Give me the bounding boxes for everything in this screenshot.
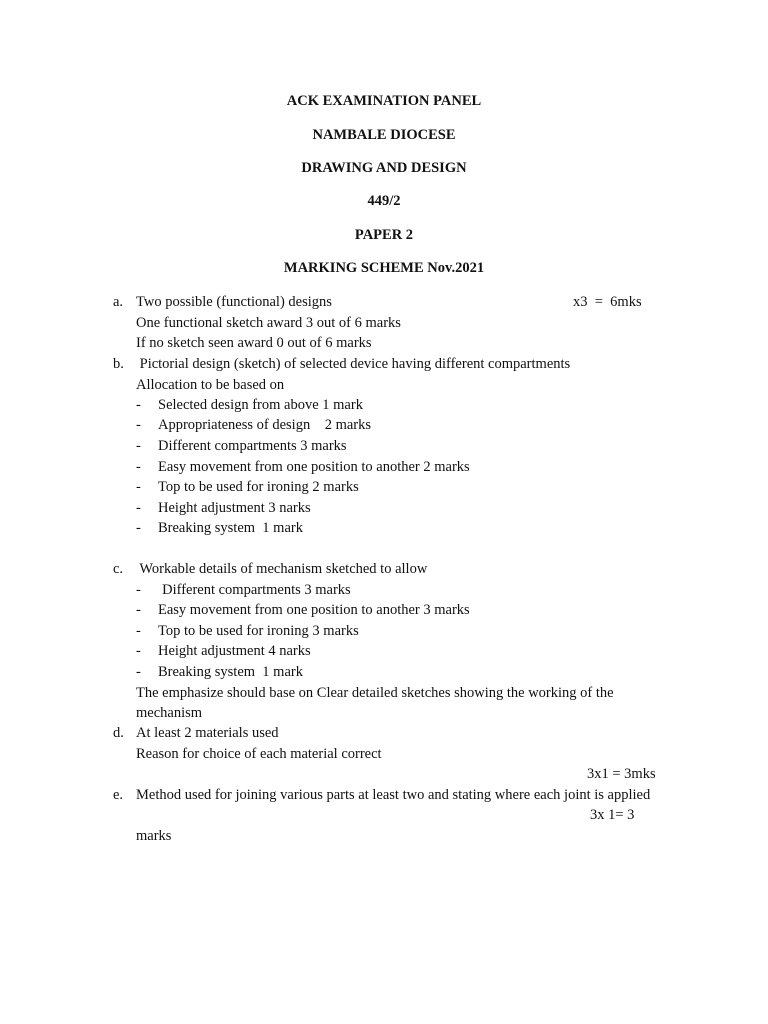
list-item: Different compartments 3 marks (158, 438, 347, 454)
exam-panel-title: ACK EXAMINATION PANEL (286, 93, 482, 109)
subject-title: DRAWING AND DESIGN (301, 160, 467, 176)
section-b-intro: Allocation to be based on (136, 377, 285, 393)
diocese-title: NAMBALE DIOCESE (312, 127, 456, 143)
list-item: Height adjustment 4 narks (158, 643, 311, 659)
bullet-dash: - (136, 417, 141, 433)
section-c-text: Workable details of mechanism sketched to allow (136, 561, 428, 577)
list-item: Easy movement from one position to another 3 marks (158, 602, 470, 618)
list-item: Height adjustment 3 narks (158, 500, 311, 516)
section-e-marks: 3x 1= 3 (590, 807, 635, 823)
bullet-dash: - (136, 602, 141, 618)
bullet-dash: - (136, 520, 141, 536)
list-item: Top to be used for ironing 3 marks (158, 623, 359, 639)
paper-code: 449/2 (367, 193, 401, 209)
section-b-marker: b. (113, 356, 124, 372)
section-e-marker: e. (113, 787, 124, 803)
marking-scheme-title: MARKING SCHEME Nov.2021 (283, 260, 485, 276)
list-item: Breaking system 1 mark (158, 664, 303, 680)
section-a-line2: One functional sketch award 3 out of 6 marks (136, 315, 401, 331)
section-b-text: Pictorial design (sketch) of selected device having different compartments (136, 356, 571, 372)
list-item: Selected design from above 1 mark (158, 397, 363, 413)
section-d-text: At least 2 materials used (136, 725, 279, 741)
bullet-dash: - (136, 479, 141, 495)
list-item: Top to be used for ironing 2 marks (158, 479, 359, 495)
section-e-marks-cont: marks (136, 828, 172, 844)
bullet-dash: - (136, 438, 141, 454)
list-item: Different compartments 3 marks (144, 582, 351, 598)
bullet-dash: - (136, 459, 141, 475)
section-d-marks: 3x1 = 3mks (587, 766, 656, 782)
bullet-dash: - (136, 623, 141, 639)
section-c-note: The emphasize should base on Clear detailed sketches showing the working of the (136, 685, 614, 701)
section-a-marker: a. (113, 294, 124, 310)
section-d-line2: Reason for choice of each material correct (136, 746, 382, 762)
section-a-marks: x3 = 6mks (573, 294, 642, 310)
bullet-dash: - (136, 397, 141, 413)
bullet-dash: - (136, 664, 141, 680)
section-c-marker: c. (113, 561, 124, 577)
section-d-marker: d. (113, 725, 124, 741)
bullet-dash: - (136, 582, 141, 598)
bullet-dash: - (136, 500, 141, 516)
list-item: Breaking system 1 mark (158, 520, 303, 536)
list-item: Easy movement from one position to another 2 marks (158, 459, 470, 475)
section-a-text: Two possible (functional) designs (136, 294, 332, 310)
list-item: Appropriateness of design 2 marks (158, 417, 372, 433)
bullet-dash: - (136, 643, 141, 659)
section-a-line3: If no sketch seen award 0 out of 6 marks (136, 335, 372, 351)
section-c-note-cont: mechanism (136, 705, 203, 721)
section-e-text: Method used for joining various parts at least two and stating where each joint is applied (136, 787, 651, 803)
paper-number: PAPER 2 (354, 227, 414, 243)
